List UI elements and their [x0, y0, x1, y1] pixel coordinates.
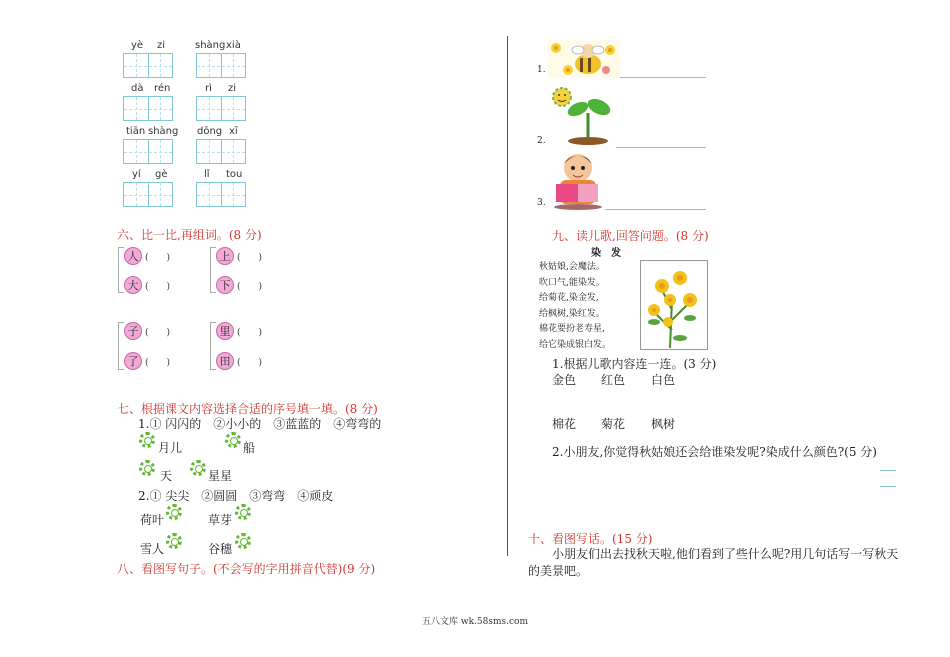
answer-line[interactable] [616, 147, 706, 148]
bee-flower-picture [548, 40, 620, 78]
item-number: 1. [537, 65, 546, 75]
pinyin: rén [154, 83, 171, 94]
writing-grid[interactable] [123, 182, 173, 207]
pinyin: shàng [195, 40, 226, 51]
answer-line[interactable] [620, 77, 706, 78]
poem-line: 给它染成银白发。 [539, 339, 612, 350]
color-word[interactable]: 白色 [651, 373, 676, 387]
pinyin: tiān [126, 126, 146, 137]
answer-paren[interactable]: ( ) [237, 328, 263, 338]
color-word[interactable]: 红色 [601, 373, 626, 387]
char-circle: 了 [124, 352, 142, 370]
word: 草芽 [208, 513, 233, 527]
pinyin: rì [205, 83, 212, 94]
answer-paren[interactable]: ( ) [145, 358, 171, 368]
char-circle: 子 [124, 322, 142, 340]
poem-line: 秋姑娘,会魔法。 [539, 262, 605, 272]
writing-grid[interactable] [196, 139, 246, 164]
flower-blank-icon[interactable] [235, 504, 251, 520]
word: 船 [243, 441, 256, 455]
word: 月儿 [158, 441, 183, 455]
flower-blank-icon[interactable] [190, 460, 206, 476]
flower-blank-icon[interactable] [235, 533, 251, 549]
pinyin: yè [131, 40, 144, 51]
plant-word[interactable]: 棉花 [552, 417, 577, 431]
word: 星星 [208, 469, 233, 483]
section-7-title: 七、根据课文内容选择合适的序号填一填。(8 分) [117, 402, 378, 416]
answer-paren[interactable]: ( ) [145, 253, 171, 263]
poem-line: 给菊花,染金发, [539, 293, 599, 303]
writing-grid[interactable] [196, 53, 246, 78]
sun-sprout-picture [548, 83, 616, 145]
flower-blank-icon[interactable] [166, 504, 182, 520]
char-circle: 人 [124, 247, 142, 265]
answer-paren[interactable]: ( ) [237, 358, 263, 368]
answer-line[interactable] [880, 486, 896, 487]
char-circle: 里 [216, 322, 234, 340]
writing-grid[interactable] [123, 53, 173, 78]
pinyin: dōng [197, 126, 223, 137]
answer-line[interactable] [605, 209, 706, 210]
section-6-title: 六、比一比,再组词。(8 分) [117, 228, 262, 242]
word: 荷叶 [140, 513, 165, 527]
answer-paren[interactable]: ( ) [145, 282, 171, 292]
question-9-2: 2.小朋友,你觉得秋姑娘还会给谁染发呢?染成什么颜色?(5 分) [552, 445, 877, 459]
child-reading-picture [548, 150, 606, 210]
pinyin: tou [226, 169, 243, 180]
section-8-title: 八、看图写句子。(不会写的字用拼音代替)(9 分) [117, 562, 376, 576]
poem-body [539, 260, 611, 353]
char-circle: 上 [216, 247, 234, 265]
answer-paren[interactable]: ( ) [237, 282, 263, 292]
writing-grid[interactable] [196, 182, 246, 207]
plant-word[interactable]: 菊花 [601, 417, 626, 431]
section-10-body: 小朋友们出去找秋天啦,他们看到了些什么呢?用几句话写一写秋天的美景吧。 [528, 547, 899, 578]
pinyin: xià [226, 40, 241, 51]
word: 雪人 [140, 542, 165, 556]
color-word[interactable]: 金色 [552, 373, 577, 387]
word: 谷穗 [208, 542, 233, 556]
item-number: 3. [537, 198, 546, 208]
word: 天 [160, 469, 173, 483]
flower-blank-icon[interactable] [139, 460, 155, 476]
pinyin: yí [132, 169, 141, 180]
flower-blank-icon[interactable] [139, 432, 155, 448]
section-10-title: 十、看图写话。(15 分) [528, 532, 653, 546]
question-9-1: 1.根据儿歌内容连一连。(3 分) [552, 357, 717, 371]
pinyin: zi [228, 83, 237, 94]
section-9-title: 九、读儿歌,回答问题。(8 分) [552, 229, 709, 243]
footer-watermark: 五八文库 wk.58sms.com [422, 617, 528, 627]
plant-word[interactable]: 枫树 [651, 417, 676, 431]
pinyin: xī [229, 126, 238, 137]
pinyin: dà [131, 83, 144, 94]
pinyin: gè [155, 169, 168, 180]
poem-line: 棉花要扮老寿星, [539, 324, 605, 334]
writing-grid[interactable] [123, 96, 173, 121]
answer-line[interactable] [880, 470, 896, 471]
flower-blank-icon[interactable] [166, 533, 182, 549]
answer-paren[interactable]: ( ) [237, 253, 263, 263]
q2-options: 2.① 尖尖 ②圆圆 ③弯弯 ④顽皮 [138, 489, 334, 503]
flower-blank-icon[interactable] [225, 432, 241, 448]
q1-options: 1.① 闪闪的 ②小小的 ③蓝蓝的 ④弯弯的 [138, 417, 382, 431]
answer-paren[interactable]: ( ) [145, 328, 171, 338]
item-number: 2. [537, 136, 546, 146]
pinyin: shàng [148, 126, 179, 137]
char-circle: 田 [216, 352, 234, 370]
char-circle: 大 [124, 276, 142, 294]
poem-line: 吹口气,能染发。 [539, 277, 605, 288]
column-divider [507, 36, 508, 556]
poem-title: 染 发 [591, 248, 621, 259]
pinyin: lǐ [204, 169, 210, 180]
writing-grid[interactable] [196, 96, 246, 121]
poem-line: 给枫树,染红发。 [539, 308, 605, 319]
pinyin: zi [157, 40, 166, 51]
char-circle: 下 [216, 276, 234, 294]
writing-grid[interactable] [123, 139, 173, 164]
chrysanthemum-picture [640, 260, 708, 350]
